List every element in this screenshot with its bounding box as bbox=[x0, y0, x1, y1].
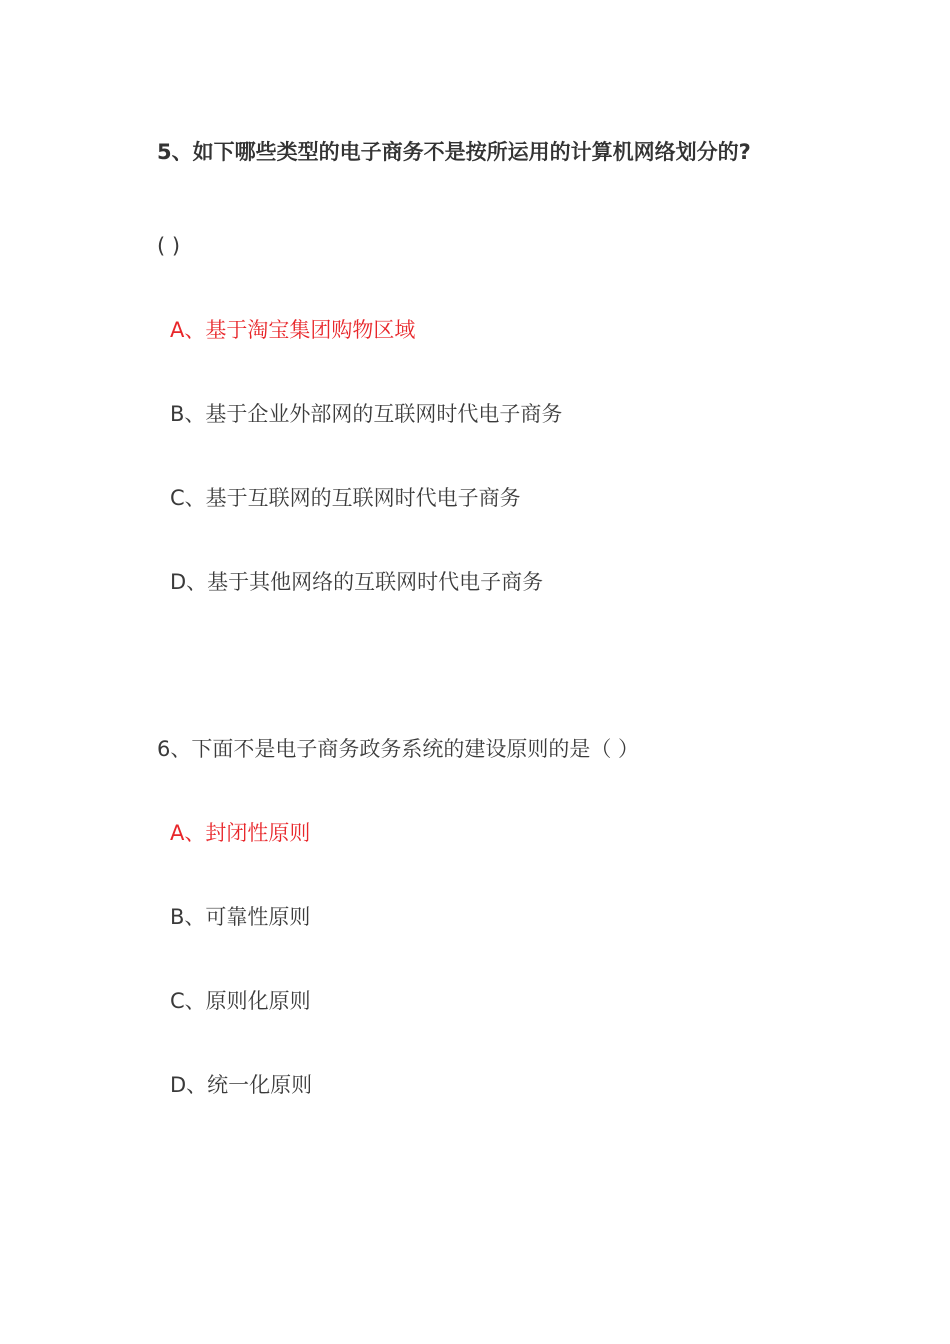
question-6-option-a: A、封闭性原则 bbox=[170, 821, 311, 845]
question-5-option-b: B、基于企业外部网的互联网时代电子商务 bbox=[170, 402, 563, 426]
question-5-answer-blank: ( ) bbox=[157, 234, 181, 258]
question-5-option-c: C、基于互联网的互联网时代电子商务 bbox=[170, 486, 521, 510]
question-5-option-d: D、基于其他网络的互联网时代电子商务 bbox=[170, 570, 544, 594]
question-6-option-d: D、统一化原则 bbox=[170, 1073, 313, 1097]
question-5-option-a: A、基于淘宝集团购物区域 bbox=[170, 318, 416, 342]
question-6-stem: 6、下面不是电子商务政务系统的建设原则的是（ ） bbox=[157, 737, 640, 761]
question-5-stem: 5、如下哪些类型的电子商务不是按所运用的计算机网络划分的? bbox=[157, 140, 751, 164]
question-6-option-b: B、可靠性原则 bbox=[170, 905, 311, 929]
question-6-option-c: C、原则化原则 bbox=[170, 989, 311, 1013]
